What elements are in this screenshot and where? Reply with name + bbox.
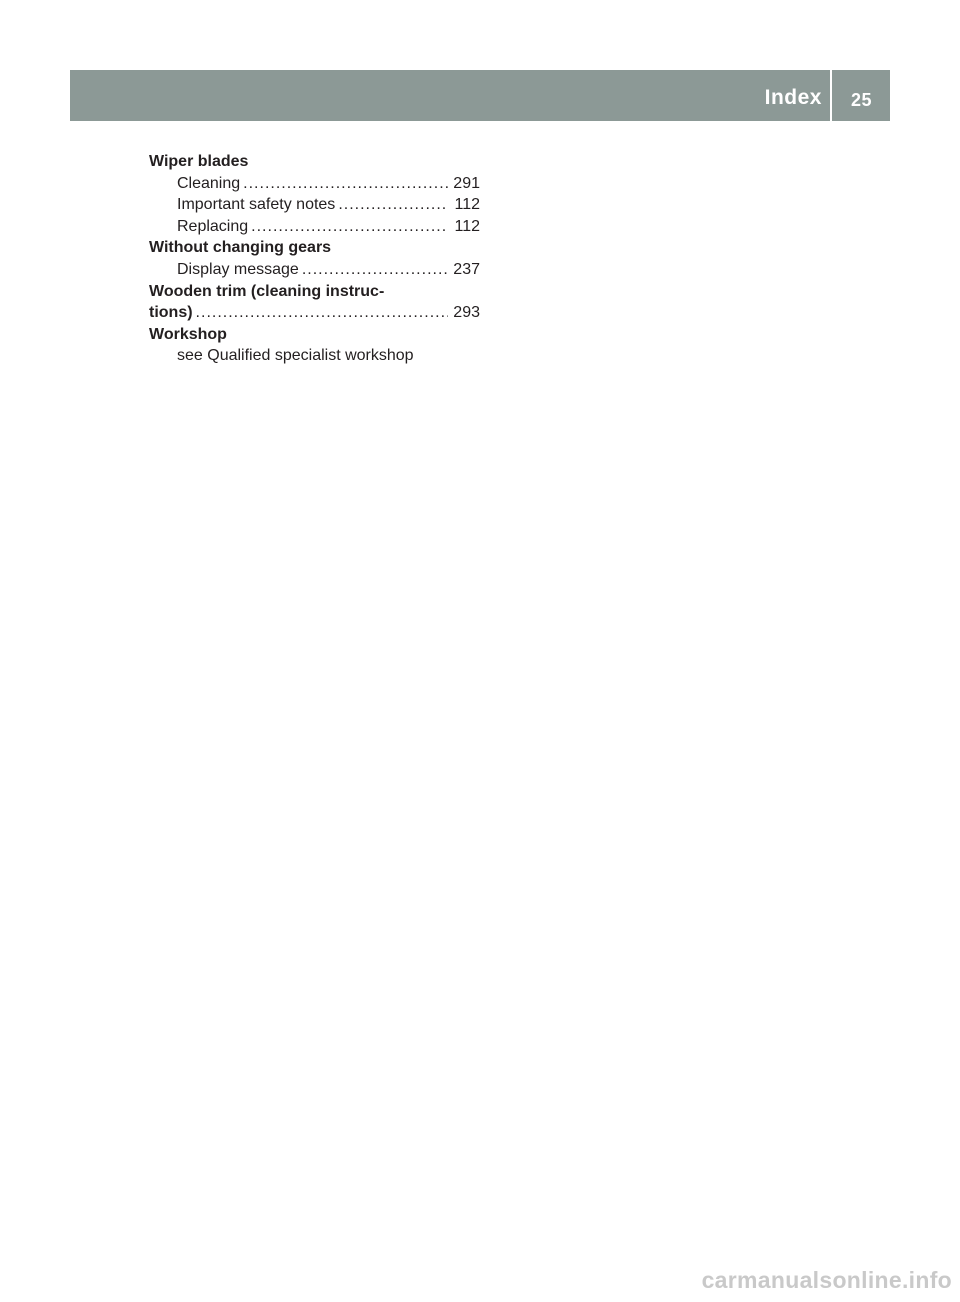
section-title: Index (764, 86, 822, 109)
dot-leader (196, 302, 448, 324)
index-heading-workshop: Workshop (149, 325, 227, 343)
header-bar (70, 70, 890, 121)
dot-leader (302, 259, 448, 281)
page-reference: 112 (454, 196, 480, 214)
index-subentry[interactable] (149, 173, 480, 195)
entry-label-continuation: tions) (149, 304, 193, 322)
page-reference: 293 (453, 304, 480, 322)
dot-leader (338, 194, 448, 216)
index-subentry[interactable] (149, 216, 480, 238)
index-heading-without-changing-gears: Without changing gears (149, 239, 332, 257)
see-reference[interactable]: see Qualified specialist workshop (177, 347, 414, 365)
page-reference: 291 (453, 174, 480, 192)
watermark: carmanualsonline.info (701, 1267, 952, 1293)
page-reference: 237 (453, 260, 480, 278)
dot-leader (243, 173, 448, 195)
dot-leader (251, 216, 448, 238)
index-heading-wooden-trim: Wooden trim (cleaning instruc- (149, 282, 385, 300)
index-column (149, 151, 480, 367)
subentry-label: Cleaning (177, 174, 241, 192)
subentry-label: Important safety notes (177, 196, 336, 214)
index-entry-wooden-trim[interactable] (149, 302, 480, 324)
index-subentry[interactable] (149, 194, 480, 216)
subentry-label: Display message (177, 260, 299, 278)
header-divider (830, 70, 832, 121)
page-number: 25 (850, 90, 872, 110)
index-subentry[interactable] (149, 259, 480, 281)
subentry-label: Replacing (177, 217, 249, 235)
page-reference: 112 (454, 217, 480, 235)
index-heading-wiper-blades: Wiper blades (149, 153, 249, 170)
